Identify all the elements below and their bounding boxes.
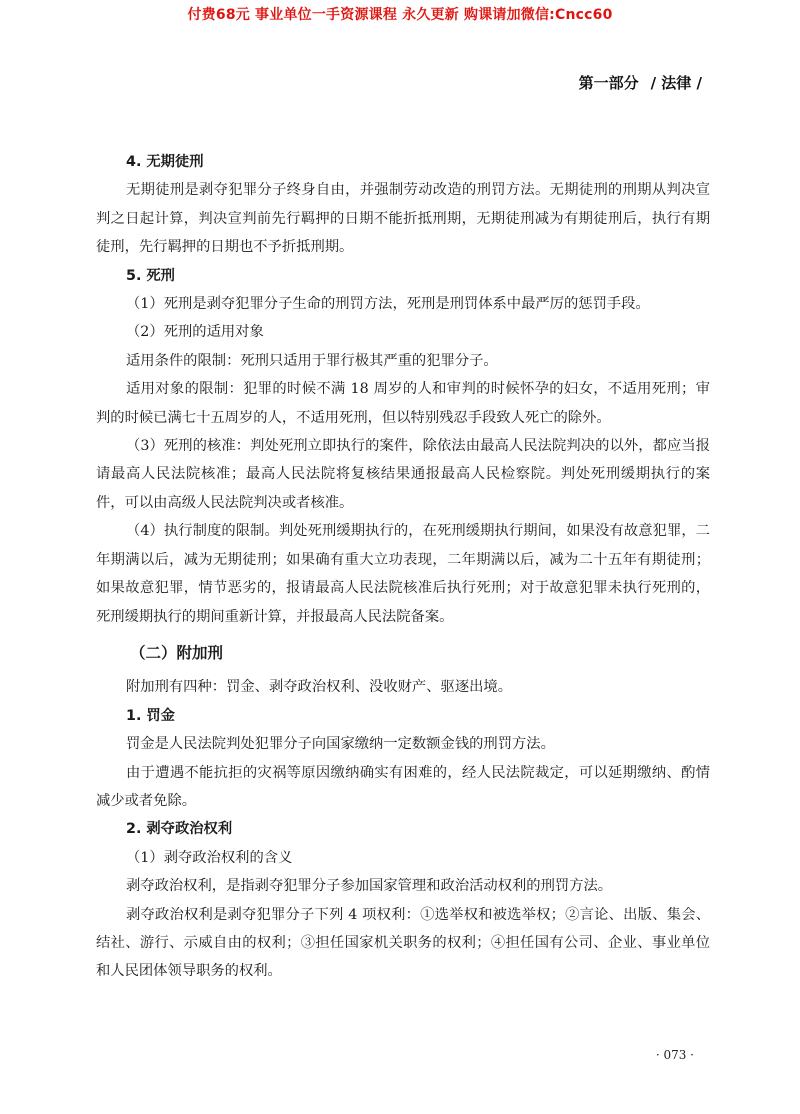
paragraph: （1）死刑是剥夺犯罪分子生命的刑罚方法，死刑是刑罚体系中最严厉的惩罚手段。 (126, 296, 650, 313)
paragraph: 由于遭遇不能抗拒的灾祸等原因缴纳确实有困难的，经人民法院裁定，可以延期缴纳、酌情减少或者免除。 (96, 764, 710, 809)
paragraph: 罚金是人民法院判处犯罪分子向国家缴纳一定数额金钱的刑罚方法。 (126, 736, 555, 753)
heading-life-imprisonment: 4. 无期徒刑 (126, 154, 204, 170)
page-number: · 073 · (655, 1048, 694, 1062)
paragraph: （3）死刑的核准：判处死刑立即执行的案件，除依法由最高人民法院判决的以外，都应当报请最高人民法院核准；最高人民法院将复核结果通报最高人民检察院。判处死刑缓期执行的案件，可以由高级人民法院判决或者核准。 (96, 438, 710, 511)
running-header (579, 72, 702, 93)
paragraph: 剥夺政治权利，是指剥夺犯罪分子参加国家管理和政治活动权利的刑罚方法。 (126, 878, 613, 895)
heading-fine: 1. 罚金 (126, 707, 175, 724)
section-heading-additional-penalties: （二）附加刑 (130, 643, 224, 662)
paragraph: （4）执行制度的限制。判处死刑缓期执行的，在死刑缓期执行期间，如果没有故意犯罪，二年期满以后，减为无期徒刑；如果确有重大立功表现，二年期满以后，减为二十五年有期徒刑；如果故意犯罪，情节恶劣的，报请最高人民法院核准后执行死刑；对于故意犯罪未执行死刑的，死刑缓期执行的期间重新计算，并报最高人民法院备案。 (96, 523, 710, 625)
heading-deprivation-political-rights: 2. 剥夺政治权利 (126, 821, 233, 838)
paragraph: 附加刑有四种：罚金、剥夺政治权利、没收财产、驱逐出境。 (126, 679, 513, 696)
header-section: / 法律 / (650, 74, 702, 92)
promo-banner: 付费68元 事业单位一手资源课程 永久更新 购课请加微信:Cncc60 (187, 7, 613, 23)
paragraph: 适用条件的限制：死刑只适用于罪行极其严重的犯罪分子。 (126, 352, 498, 369)
header-part: 第一部分 (578, 74, 639, 92)
heading-death-penalty: 5. 死刑 (126, 267, 175, 284)
paragraph: （2）死刑的适用对象 (126, 324, 264, 341)
paragraph: 适用对象的限制：犯罪的时候不满 18 周岁的人和审判的时候怀孕的妇女，不适用死刑；审判的时候已满七十五周岁的人，不适用死刑，但以特别残忍手段致人死亡的除外。 (96, 381, 710, 426)
paragraph: （1）剥夺政治权利的含义 (126, 849, 293, 866)
paragraph: 无期徒刑是剥夺犯罪分子终身自由，并强制劳动改造的刑罚方法。无期徒刑的刑期从判决宣判之日起计算，判决宣判前先行羁押的日期不能折抵刑期，无期徒刑减为有期徒刑后，执行有期徒刑，先行羁押的日期也不予折抵刑期。 (96, 182, 710, 256)
document-body (96, 148, 710, 986)
paragraph: 剥夺政治权利是剥夺犯罪分子下列 4 项权利：①选举权和被选举权；②言论、出版、集会、结社、游行、示威自由的权利；③担任国家机关职务的权利；④担任国有公司、企业、事业单位和人民团体领导职务的权利。 (96, 906, 710, 980)
